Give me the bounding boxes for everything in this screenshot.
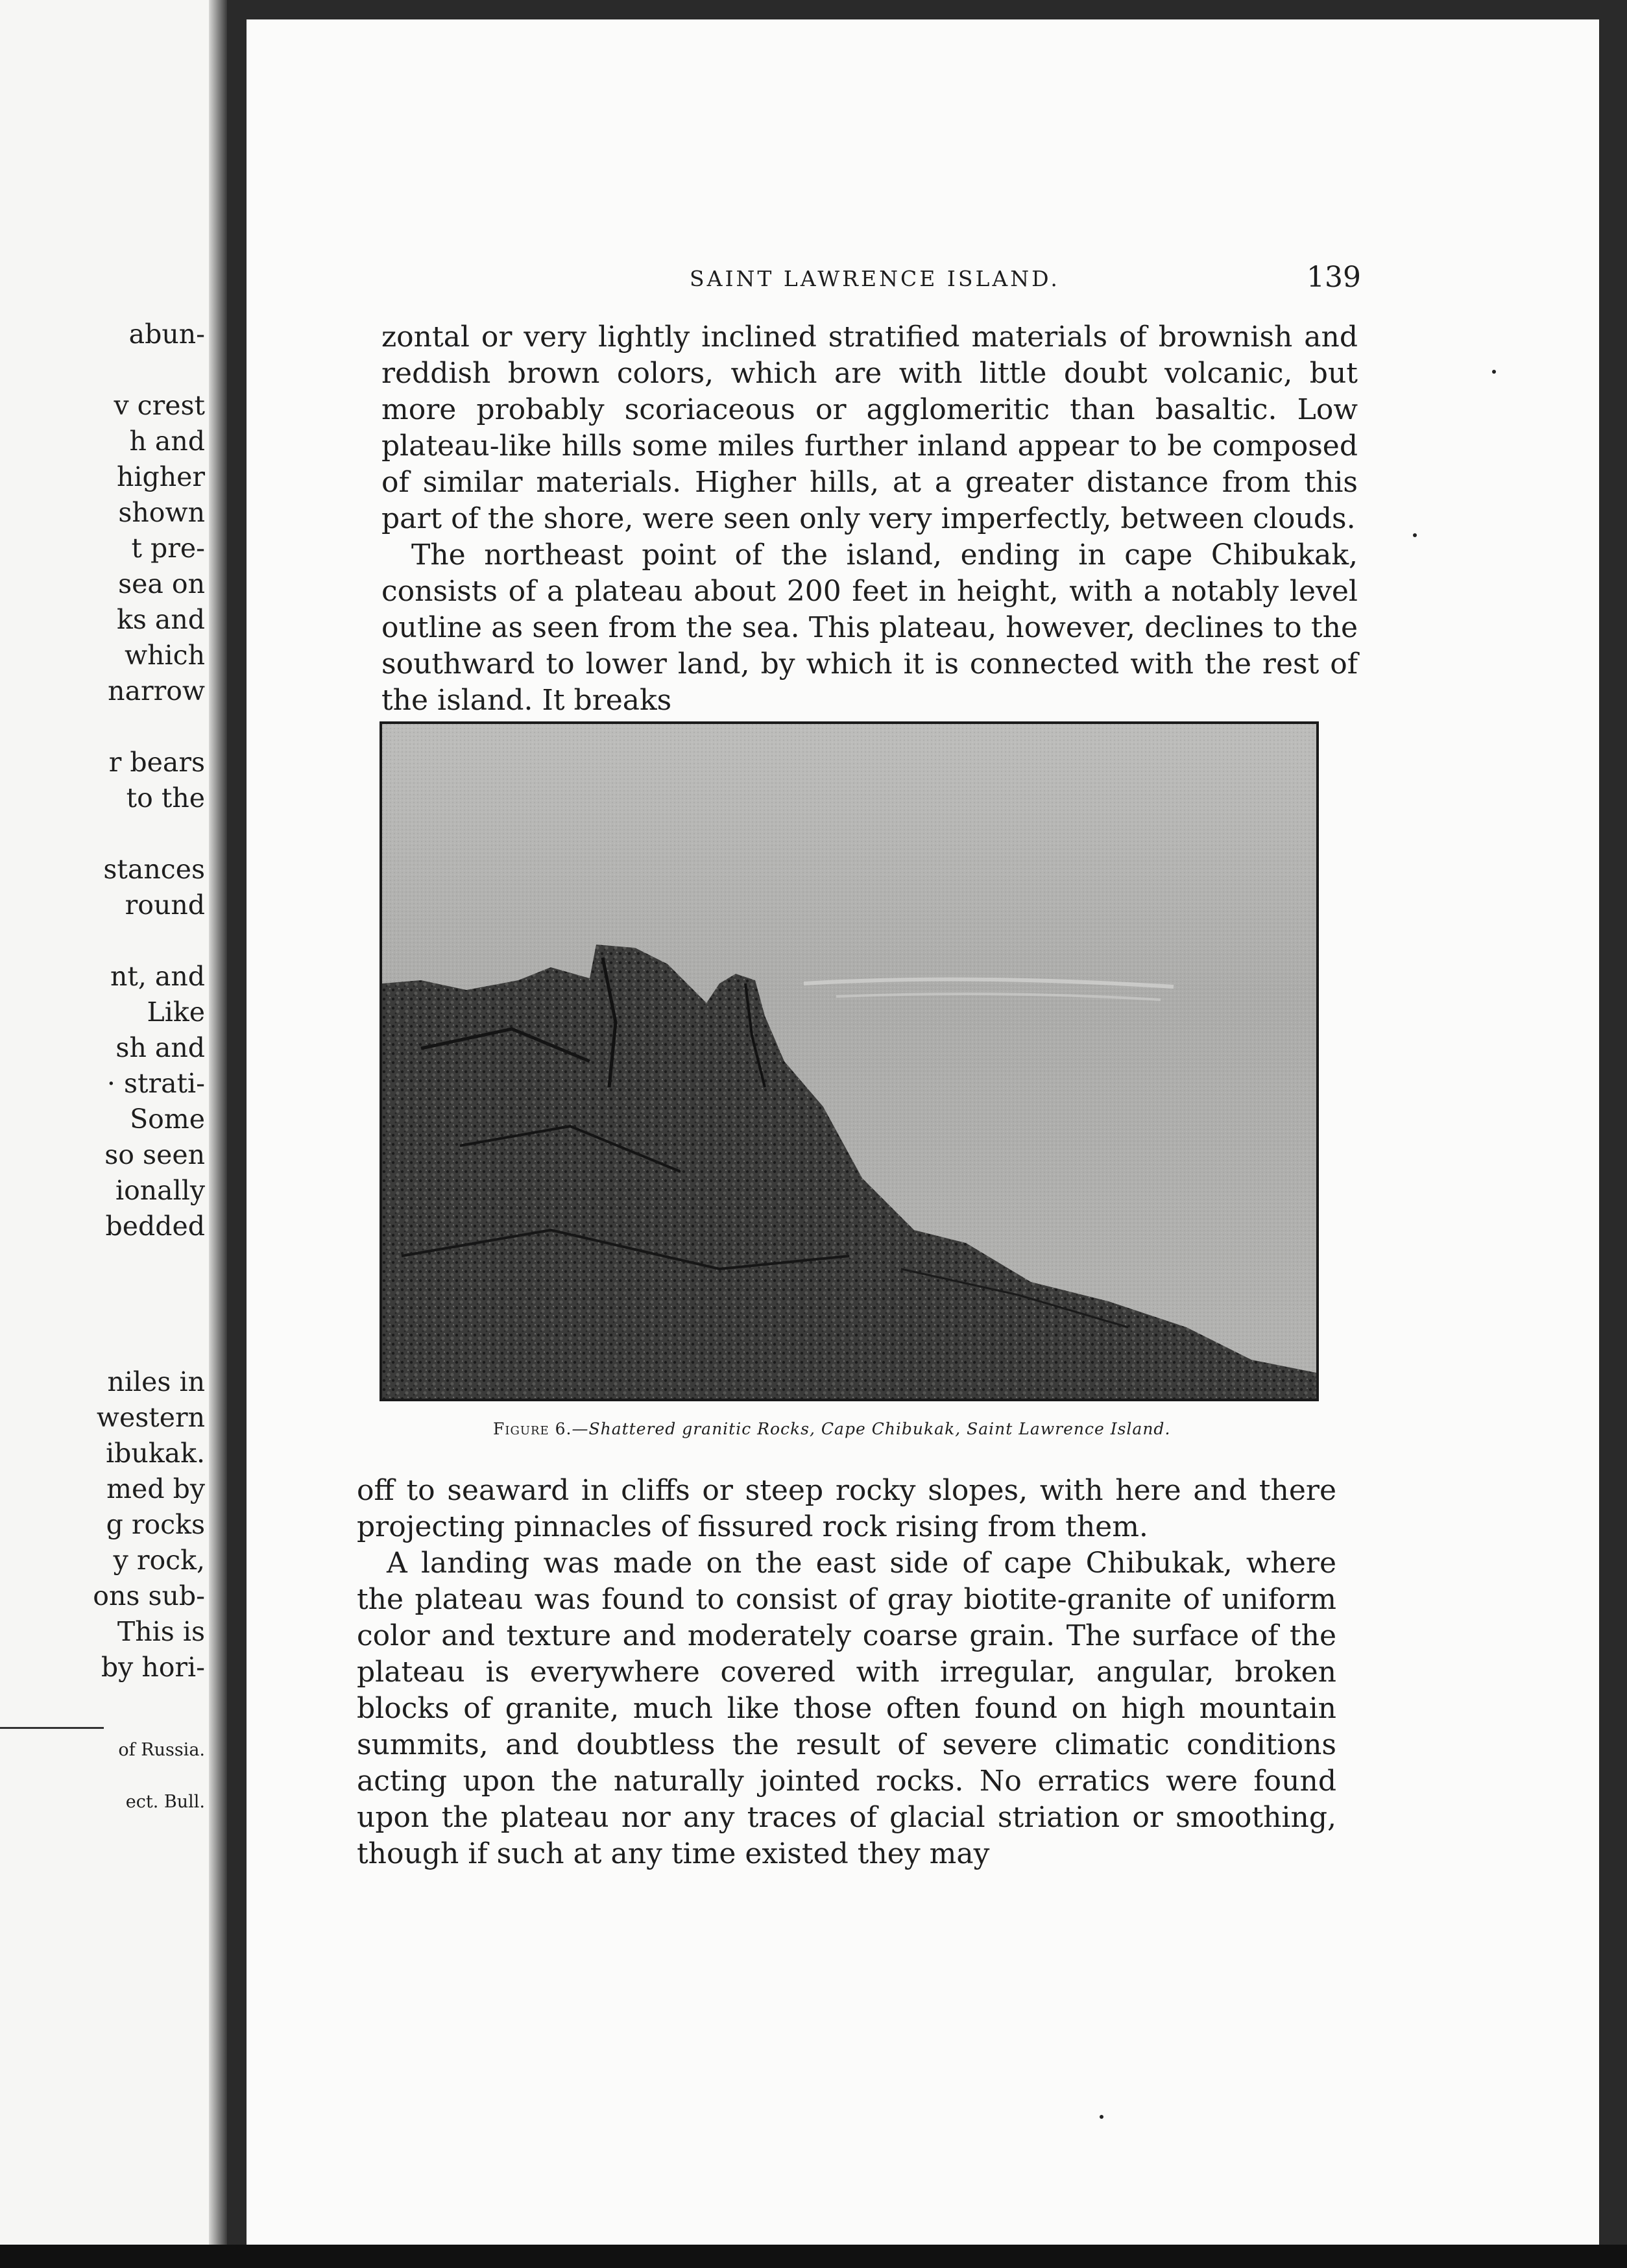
facing-page-line: ks and: [116, 604, 205, 635]
facing-page-line: ibukak.: [106, 1438, 205, 1469]
paragraph: A landing was made on the east side of cape Chibukak, where the plateau was found to consist of gray biotite-granite of uniform color and texture and moderately coarse grain. The surface of the plateau is everywhere covered with irregular, angular, broken blocks of granite, much like those often found on high mountain summits, and doubtless the result of severe climatic conditions acting upon the naturally jointed rocks. No erratics were found upon the plateau nor any traces of glacial striation or smoothing, though if such at any time existed they may: [357, 1547, 1336, 1870]
facing-page-line: med by: [106, 1473, 205, 1504]
facing-page-line: g rocks: [106, 1509, 205, 1540]
figure-label: Figure 6.: [493, 1419, 572, 1438]
facing-page-footnote: of Russia.: [118, 1740, 205, 1760]
facing-page-line: abun-: [128, 319, 205, 350]
facing-page-line: This is: [117, 1616, 205, 1647]
facing-page-line: narrow: [108, 675, 205, 706]
facing-page: [0, 0, 227, 2268]
figure-photograph: [380, 721, 1319, 1401]
facing-page-line: round: [125, 889, 205, 921]
body-text-bottom: [357, 1473, 1336, 1872]
figure-caption: [493, 1419, 1170, 1438]
facing-page-line: by hori-: [101, 1652, 205, 1683]
footnote-rule: [0, 1727, 104, 1729]
page-number: 139: [1307, 261, 1361, 294]
facing-page-line: stances: [103, 854, 205, 885]
rock-photo-illustration: [382, 724, 1316, 1399]
facing-page-line: niles in: [107, 1366, 205, 1397]
scan-border: [0, 2245, 1627, 2268]
facing-page-line: ionally: [115, 1175, 205, 1206]
facing-page-line: v crest: [114, 390, 205, 421]
scan-speck: [1413, 533, 1417, 537]
scan-speck: [1100, 2115, 1103, 2119]
facing-page-line: which: [125, 640, 205, 671]
facing-page-line: t pre-: [131, 533, 205, 564]
facing-page-line: nt, and: [110, 961, 205, 992]
body-text-top: [381, 319, 1358, 719]
facing-page-line: Some: [130, 1104, 205, 1135]
paragraph: off to seaward in cliffs or steep rocky slopes, with here and there projecting pinnacles of fissured rock rising from them.: [357, 1474, 1336, 1543]
facing-page-line: ons sub-: [93, 1580, 205, 1611]
facing-page-line: so seen: [104, 1139, 205, 1170]
facing-page-line: higher: [116, 461, 205, 492]
facing-page-line: Like: [147, 996, 205, 1028]
facing-page-line: · strati-: [106, 1068, 205, 1099]
book-page: [247, 19, 1599, 2245]
page-header: [247, 261, 1599, 298]
paragraph: The northeast point of the island, ending in cape Chibukak, consists of a plateau about 200 feet in height, with a notably level outline as seen from the sea. This plateau, however, declines to the southward to lower land, by which it is connected with the rest of the island. It breaks: [381, 538, 1358, 717]
facing-page-line: y rock,: [113, 1545, 205, 1576]
facing-page-line: sea on: [118, 568, 205, 599]
facing-page-footnote: ect. Bull.: [125, 1792, 205, 1812]
running-head: SAINT LAWRENCE ISLAND.: [690, 266, 1060, 291]
scan-speck: [1492, 370, 1496, 374]
facing-page-line: western: [96, 1402, 205, 1433]
facing-page-line: sh and: [115, 1032, 205, 1063]
facing-page-line: h and: [129, 426, 205, 457]
facing-page-line: r bears: [108, 747, 205, 778]
facing-page-line: shown: [118, 497, 205, 528]
figure-caption-text: —Shattered granitic Rocks, Cape Chibukak, Saint Lawrence Island.: [572, 1419, 1171, 1438]
page-gutter: [209, 0, 227, 2268]
paragraph: zontal or very lightly inclined stratified materials of brownish and reddish brown colors, which are with little doubt volcanic, but more probably scoriaceous or agglomeritic than basaltic. Low plateau-like hills some miles further inland appear to be composed of similar materials. Higher hills, at a greater distance from this part of the shore, were seen only very imperfectly, between clouds.: [381, 320, 1358, 535]
facing-page-line: to the: [126, 782, 205, 814]
facing-page-line: bedded: [105, 1211, 205, 1242]
